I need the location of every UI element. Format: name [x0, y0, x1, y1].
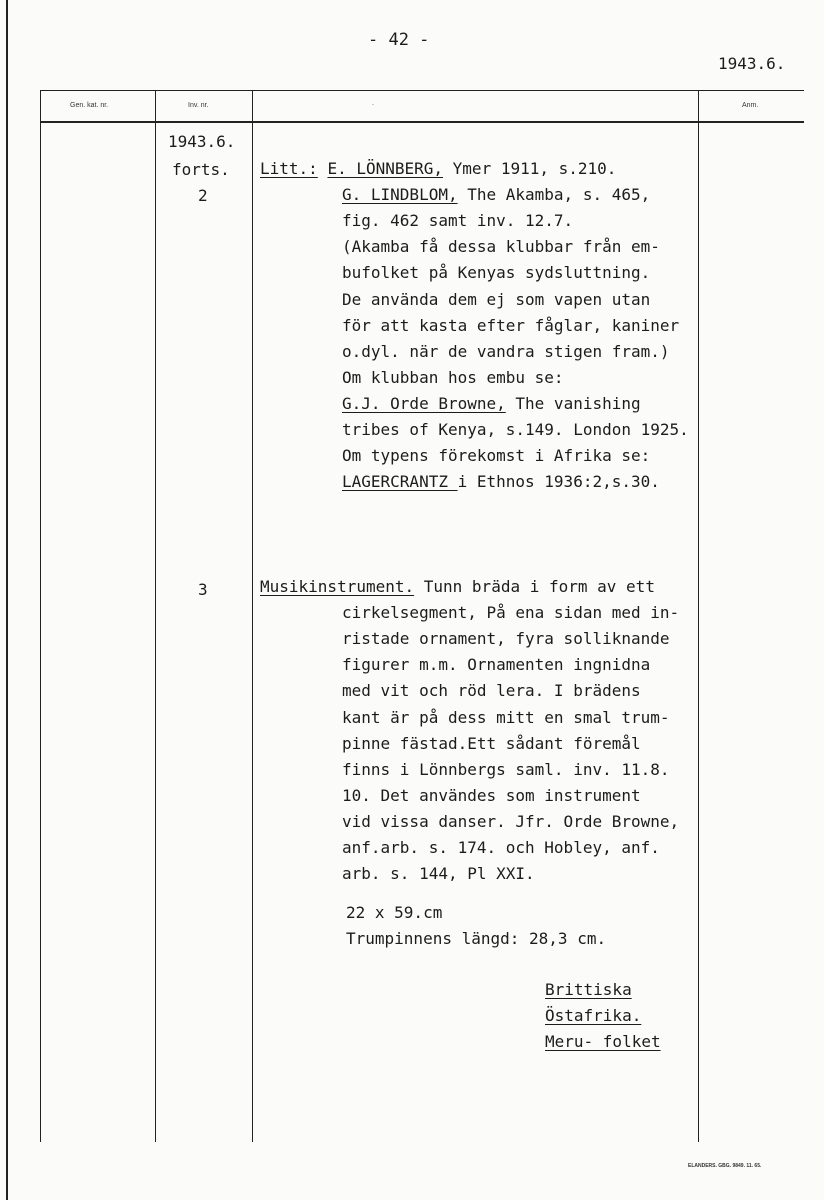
text-run: o.dyl. när de vandra stigen fram.)	[342, 341, 670, 361]
printer-imprint: ELANDERS. GBG. 9849. 11. 65.	[688, 1163, 762, 1169]
column-header-anm: Anm.	[742, 102, 759, 109]
entry-3-line	[342, 708, 670, 727]
origin-country: Östafrika.	[545, 1006, 642, 1025]
text-run: pinne fästad.Ett sådant föremål	[342, 733, 641, 753]
text-run: tribes of Kenya, s.149. London 1925.	[342, 420, 689, 439]
entry-3-line	[342, 603, 679, 622]
entry-3-line	[342, 812, 679, 831]
entry-3-line	[342, 655, 650, 674]
header-date: 1943.6.	[718, 54, 786, 73]
entry-3-line	[342, 734, 641, 753]
text-run: Tunn bräda i form av ett	[414, 577, 655, 596]
text-run: kant är på dess mitt en smal trum-	[342, 707, 670, 727]
entry-3-line	[342, 864, 535, 883]
origin-people: Meru- folket	[545, 1032, 661, 1051]
text-run: Om klubban hos embu se:	[342, 367, 564, 387]
text-run: för att kasta efter fåglar, kaniner	[342, 315, 680, 335]
text-run: finns i Lönnbergs saml. inv. 11.8.	[342, 759, 670, 779]
text-run: The vanishing	[505, 393, 641, 413]
inv-number-forts: forts.	[172, 160, 230, 179]
text-run: Ymer 1911, s.210.	[443, 159, 617, 178]
entry-3-line	[260, 577, 655, 596]
underlined-text: G.J. Orde Browne,	[342, 393, 506, 413]
dimensions: 22 x 59.cm	[346, 903, 443, 922]
text-run: Om typens förekomst i Afrika se:	[342, 446, 651, 466]
column-header-gen-kat-nr: Gen. kat. nr.	[70, 102, 109, 109]
text-run: i Ethnos 1936:2,s.30.	[457, 472, 660, 492]
underlined-text: G. LINDBLOM,	[342, 185, 458, 205]
inv-number-item-3: 3	[198, 580, 208, 599]
underlined-text: E. LÖNNBERG,	[327, 159, 444, 178]
origin-region: Brittiska	[545, 980, 632, 999]
underlined-text: LAGERCRANTZ	[342, 472, 458, 492]
entry-3-line	[342, 760, 670, 779]
text-run: med vit och röd lera. I brädens	[342, 681, 641, 701]
entry-3-line	[342, 629, 670, 648]
text-run: vid vissa danser. Jfr. Orde Browne,	[342, 811, 680, 831]
text-run: The Akamba, s. 465,	[457, 185, 651, 205]
text-run: fig. 462 samt inv. 12.7.	[342, 211, 574, 231]
inv-number-date: 1943.6.	[168, 132, 236, 151]
page-number: - 42 -	[368, 30, 430, 50]
text-run: 10. Det användes som instrument	[342, 785, 641, 805]
inv-number-item-2: 2	[198, 186, 208, 205]
text-run: ristade ornament, fyra solliknande	[342, 629, 670, 649]
text-run: arb. s. 144, Pl XXI.	[342, 864, 535, 884]
underlined-text: Musikinstrument.	[260, 577, 415, 596]
underlined-text: Litt.:	[260, 159, 318, 178]
text-run: De använda dem ej som vapen utan	[342, 289, 651, 309]
column-header-inv-nr: Inv. nr.	[188, 102, 209, 109]
entry-3-line	[342, 838, 660, 857]
text-run: anf.arb. s. 174. och Hobley, anf.	[342, 838, 660, 857]
entry-3-line	[342, 786, 641, 805]
text-run: figurer m.m. Ornamenten ingnidna	[342, 655, 651, 675]
text-run: cirkelsegment, På ena sidan med in-	[342, 603, 680, 623]
text-run: (Akamba få dessa klubbar från em-	[342, 237, 660, 257]
trumpinne-length: Trumpinnens längd: 28,3 cm.	[346, 929, 607, 948]
text-run: bufolket på Kenyas sydsluttning.	[342, 263, 651, 283]
entry-3-line	[342, 681, 641, 700]
column-header-main: .	[372, 100, 374, 107]
